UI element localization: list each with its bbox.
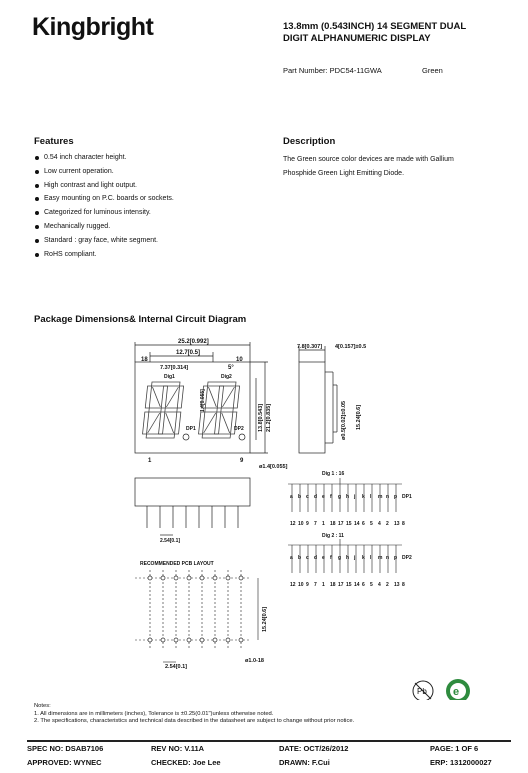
pin-number-label: 14 <box>354 582 360 588</box>
feature-item: 0.54 inch character height. <box>34 154 174 168</box>
segment-label: DP2 <box>402 555 412 561</box>
pin-number-label: 10 <box>298 582 304 588</box>
description-heading: Description <box>283 136 336 147</box>
pin-number-label: 7 <box>314 521 317 527</box>
segment-label: b <box>298 555 302 561</box>
pin-number-label: 15 <box>346 582 352 588</box>
segment-label: d <box>314 555 318 561</box>
dim-pin-dia: ø1.4[0.055] <box>259 464 288 470</box>
pin-number-label: 6 <box>362 582 365 588</box>
footer-divider <box>27 740 511 742</box>
rohs-e-text: e <box>453 686 460 698</box>
dim-digit-pitch: 7.37[0.314] <box>160 365 189 371</box>
dig1-common-label: Dig 1 : 16 <box>322 471 345 477</box>
pin-10-label: 10 <box>236 357 243 363</box>
segment-label: a <box>290 555 293 561</box>
feature-item: Easy mounting on P.C. boards or sockets. <box>34 195 174 209</box>
feature-item: Standard : gray face, white segment. <box>34 237 174 251</box>
dim-height-1: 13.8[0.543] <box>258 403 264 432</box>
feature-item: High contrast and light output. <box>34 182 174 196</box>
dp2-label: DP2 <box>234 426 244 432</box>
footer-spec-no: SPEC NO: DSAB7106 <box>27 744 104 753</box>
dim-inner-width: 12.7[0.5] <box>176 350 201 356</box>
segment-label: n <box>386 494 390 500</box>
pin-number-label: 14 <box>354 521 360 527</box>
dim-pcb-row: 15.24[0.6] <box>262 606 268 632</box>
emitting-color: Green <box>422 66 443 75</box>
pin-number-label: 7 <box>314 582 317 588</box>
pin-number-label: 5 <box>370 582 373 588</box>
segment-label: l <box>370 494 372 500</box>
pcb-holes <box>148 576 243 642</box>
pin-number-label: 2 <box>386 582 389 588</box>
footer-rev-no: REV NO: V.11A <box>151 744 205 753</box>
pin-number-label: 8 <box>402 582 405 588</box>
pin-1-label: 1 <box>148 458 152 464</box>
dim-row-space: 15.24[0.6] <box>356 404 362 430</box>
segment-label: j <box>354 555 356 561</box>
digit-1-segments <box>142 382 184 438</box>
dim-height-2: 21.2[0.835] <box>266 403 272 432</box>
segment-label: e <box>322 494 325 500</box>
segment-label: f <box>330 494 332 500</box>
dim-total-width: 25.2[0.992] <box>178 339 209 345</box>
segment-label: h <box>346 555 350 561</box>
segment-label: n <box>386 555 390 561</box>
dim-angle: 5° <box>228 365 234 371</box>
feature-item: RoHS compliant. <box>34 251 174 265</box>
pin-number-label: 8 <box>402 521 405 527</box>
rohs-badge <box>446 679 470 700</box>
footer-date: DATE: OCT/26/2012 <box>279 744 349 753</box>
digit-1-label: Dig1 <box>164 374 175 380</box>
feature-item: Mechanically rugged. <box>34 223 174 237</box>
feature-item: Low current operation. <box>34 168 174 182</box>
segment-label: g <box>338 555 342 561</box>
description-line-2: Phosphide Green Light Emitting Diode. <box>283 170 405 177</box>
pin-9-label: 9 <box>240 458 244 464</box>
digit-2-label: Dig2 <box>221 374 232 380</box>
segment-label: b <box>298 494 302 500</box>
note-1: 1. All dimensions are in millimeters (inches), Tolerance is ±0.25(0.01")unless otherwise noted. <box>34 710 274 717</box>
segment-label: g <box>338 494 342 500</box>
dim-side-width: 7.8[0.307] <box>297 344 323 350</box>
pin-number-label: 12 <box>290 521 296 527</box>
segment-label: d <box>314 494 318 500</box>
dim-pcb-hole: ø1.0-18 <box>245 658 264 664</box>
segment-label: p <box>394 555 398 561</box>
footer-page: PAGE: 1 OF 6 <box>430 744 479 753</box>
pin-number-label: 15 <box>346 521 352 527</box>
pin-number-label: 9 <box>306 521 309 527</box>
side-view <box>299 346 337 453</box>
pin-number-label: 12 <box>290 582 296 588</box>
segment-label: l <box>370 555 372 561</box>
pin-side-view <box>135 478 250 535</box>
segment-label: a <box>290 494 293 500</box>
pin-number-label: 17 <box>338 582 344 588</box>
pin-number-label: 10 <box>298 521 304 527</box>
pin-number-label: 4 <box>378 582 381 588</box>
segment-label: c <box>306 555 309 561</box>
pcb-layout-title: RECOMMENDED PCB LAYOUT <box>140 561 214 567</box>
dig2-common-label: Dig 2 : 11 <box>322 533 344 539</box>
pin-number-label: 1 <box>322 521 325 527</box>
pin-number-label: 5 <box>370 521 373 527</box>
dim-pcb-pitch: 2.54[0.1] <box>165 664 188 670</box>
pin-number-label: 9 <box>306 582 309 588</box>
segment-label: h <box>346 494 350 500</box>
pin-number-label: 17 <box>338 521 344 527</box>
pin-number-label: 18 <box>330 521 336 527</box>
features-heading: Features <box>34 136 74 147</box>
pin-number-label: 6 <box>362 521 365 527</box>
title-line-1: 13.8mm (0.543INCH) 14 SEGMENT DUAL <box>283 21 467 32</box>
package-heading: Package Dimensions& Internal Circuit Diagram <box>34 314 247 325</box>
footer-approved: APPROVED: WYNEC <box>27 758 102 767</box>
lead-free-text: Pb <box>417 687 427 696</box>
pin-number-label: 13 <box>394 582 400 588</box>
pin-number-label: 2 <box>386 521 389 527</box>
segment-label: m <box>378 555 383 561</box>
segment-label: c <box>306 494 309 500</box>
front-view-body <box>135 362 250 453</box>
segment-label: k <box>362 555 365 561</box>
notes-block <box>34 703 354 726</box>
title-line-2: DIGIT ALPHANUMERIC DISPLAY <box>283 32 431 44</box>
footer-checked: CHECKED: Joe Lee <box>151 758 221 767</box>
segment-label: k <box>362 494 365 500</box>
footer-drawn: DRAWN: F.Cui <box>279 758 330 767</box>
segment-label: e <box>322 555 325 561</box>
brand-logo: Kingbright <box>32 13 154 41</box>
segment-label: DP1 <box>402 494 412 500</box>
pin-number-label: 1 <box>322 582 325 588</box>
dp1-label: DP1 <box>186 426 196 432</box>
feature-item: Categorized for luminous intensity. <box>34 209 174 223</box>
segment-label: p <box>394 494 398 500</box>
notes-title: Notes: <box>34 703 51 709</box>
pcb-layout-grid <box>135 570 250 650</box>
dim-side-pin: 4[0.157]±0.5 <box>335 344 367 350</box>
lead-free-badge <box>413 681 433 700</box>
description-line-1: The Green source color devices are made with Gallium <box>283 156 454 163</box>
footer-erp: ERP: 1312000027 <box>430 758 492 767</box>
note-2: 2. The specifications, characteristics and technical data described in the datasheet are subject to change without prior notice. <box>34 718 355 724</box>
pin-number-label: 18 <box>330 582 336 588</box>
dim-pin-width: ø0.5[0.02]±0.05 <box>341 400 347 440</box>
segment-label: m <box>378 494 383 500</box>
pin-18-label: 18 <box>141 357 148 363</box>
pin-number-label: 13 <box>394 521 400 527</box>
dim-pin-pitch: 2.54[0.1] <box>160 538 181 544</box>
dim-segment-height: 1.4[0.055] <box>200 389 206 412</box>
segment-label: f <box>330 555 332 561</box>
part-number: Part Number: PDC54-11GWA <box>283 66 382 75</box>
pin-number-label: 4 <box>378 521 381 527</box>
segment-label: j <box>354 494 356 500</box>
